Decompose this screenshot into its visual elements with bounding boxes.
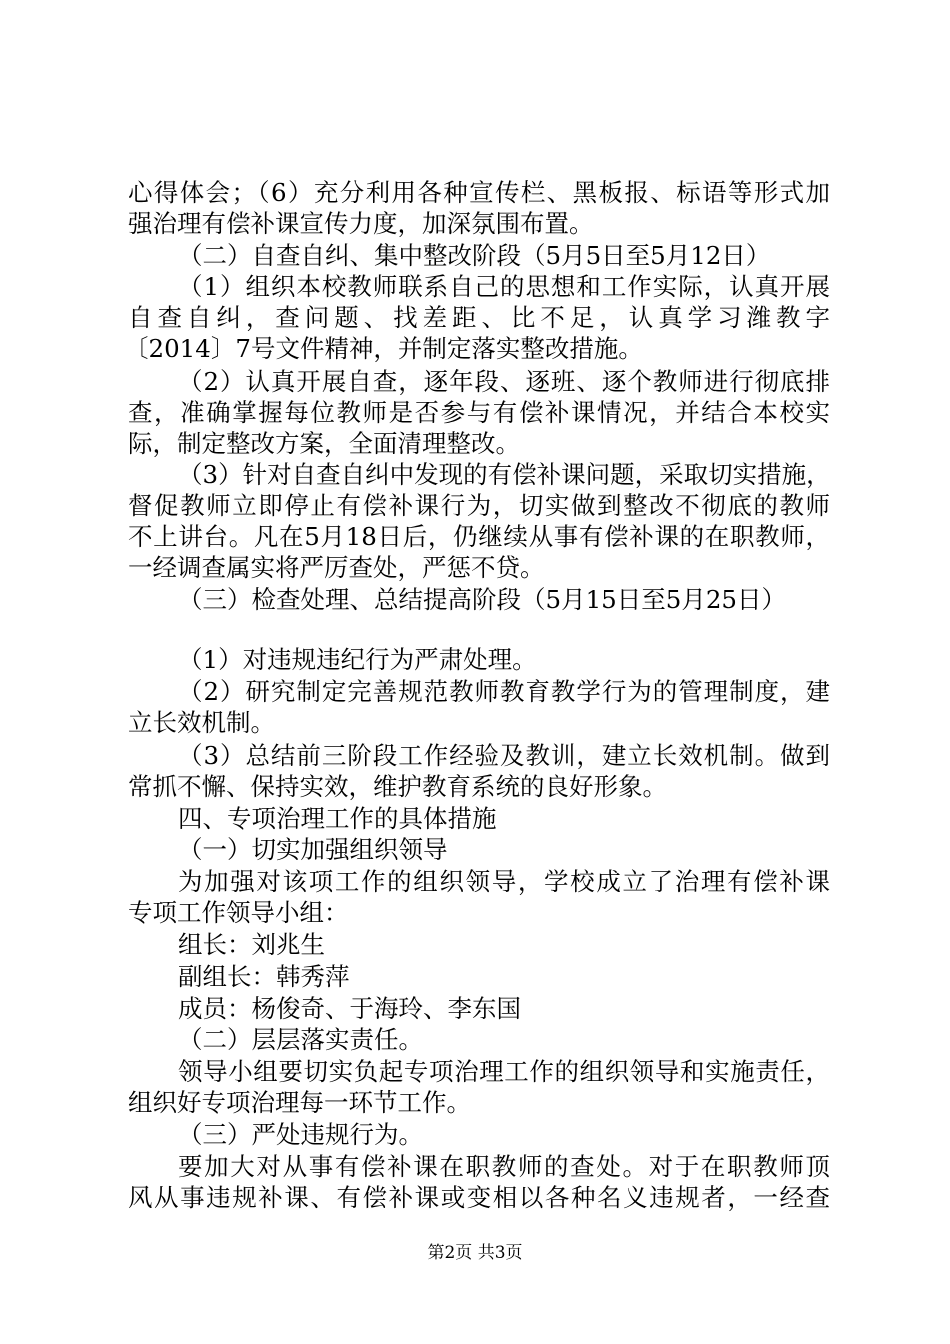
section-heading-stage-2: （二）自查自纠、集中整改阶段（5月5日至5月12日）: [178, 241, 771, 270]
body-line-10: （3）针对自查自纠中发现的有偿补课问题，采取切实措施，: [178, 460, 831, 489]
members-line: 成员：杨俊奇、于海玲、李东国: [178, 994, 521, 1023]
body-line-29: 组织好专项治理每一环节工作。: [128, 1088, 471, 1117]
body-line-16: （2）研究制定完善规范教师教育教学行为的管理制度，建: [178, 677, 830, 706]
body-line-4: （1）组织本校教师联系自己的思想和工作实际，认真开展: [178, 272, 830, 301]
subheading-violations: （三）严处违规行为。: [178, 1120, 423, 1149]
body-line-31: 要加大对从事有偿补课在职教师的查处。对于在职教师顶: [178, 1152, 830, 1181]
body-line-32: 风从事违规补课、有偿补课或变相以各种名义违规者，一经查: [128, 1183, 830, 1212]
section-heading-measures: 四、专项治理工作的具体措施: [178, 804, 497, 833]
body-line-1: 心得体会；（6）充分利用各种宣传栏、黑板报、标语等形式加: [128, 178, 830, 207]
body-line-5: 自查自纠，查问题、找差距、比不足，认真学习潍教字: [128, 303, 830, 332]
body-line-17: 立长效机制。: [128, 708, 275, 737]
body-line-13: 一经调查属实将严厉查处，严惩不贷。: [128, 553, 545, 582]
body-line-8: 查，准确掌握每位教师是否参与有偿补课情况，并结合本校实: [128, 398, 830, 427]
body-line-7: （2）认真开展自查，逐年段、逐班、逐个教师进行彻底排: [178, 367, 830, 396]
body-line-2: 强治理有偿补课宣传力度，加深氛围布置。: [128, 209, 594, 238]
body-line-9: 际，制定整改方案，全面清理整改。: [128, 429, 520, 458]
body-line-28: 领导小组要切实负起专项治理工作的组织领导和实施责任，: [178, 1057, 830, 1086]
page-footer: 第2页 共3页: [427, 1243, 523, 1263]
body-line-12: 不上讲台。凡在5月18日后，仍继续从事有偿补课的在职教师，: [128, 522, 830, 551]
section-heading-stage-3: （三）检查处理、总结提高阶段（5月15日至5月25日）: [178, 585, 787, 614]
subheading-responsibility: （二）层层落实责任。: [178, 1025, 423, 1054]
body-line-11: 督促教师立即停止有偿补课行为，切实做到整改不彻底的教师: [128, 491, 830, 520]
body-line-18: （3）总结前三阶段工作经验及教训，建立长效机制。做到: [178, 741, 830, 770]
deputy-leader-line: 副组长：韩秀萍: [178, 962, 350, 991]
body-line-23: 专项工作领导小组：: [128, 898, 349, 927]
leader-line: 组长：刘兆生: [178, 930, 325, 959]
subheading-organization: （一）切实加强组织领导: [178, 835, 448, 864]
body-line-6: 〔2014〕7号文件精神，并制定落实整改措施。: [124, 334, 643, 363]
body-line-15: （1）对违规违纪行为严肃处理。: [178, 645, 537, 674]
body-line-19: 常抓不懈、保持实效，维护教育系统的良好形象。: [128, 772, 667, 801]
body-line-22: 为加强对该项工作的组织领导，学校成立了治理有偿补课: [178, 867, 830, 896]
